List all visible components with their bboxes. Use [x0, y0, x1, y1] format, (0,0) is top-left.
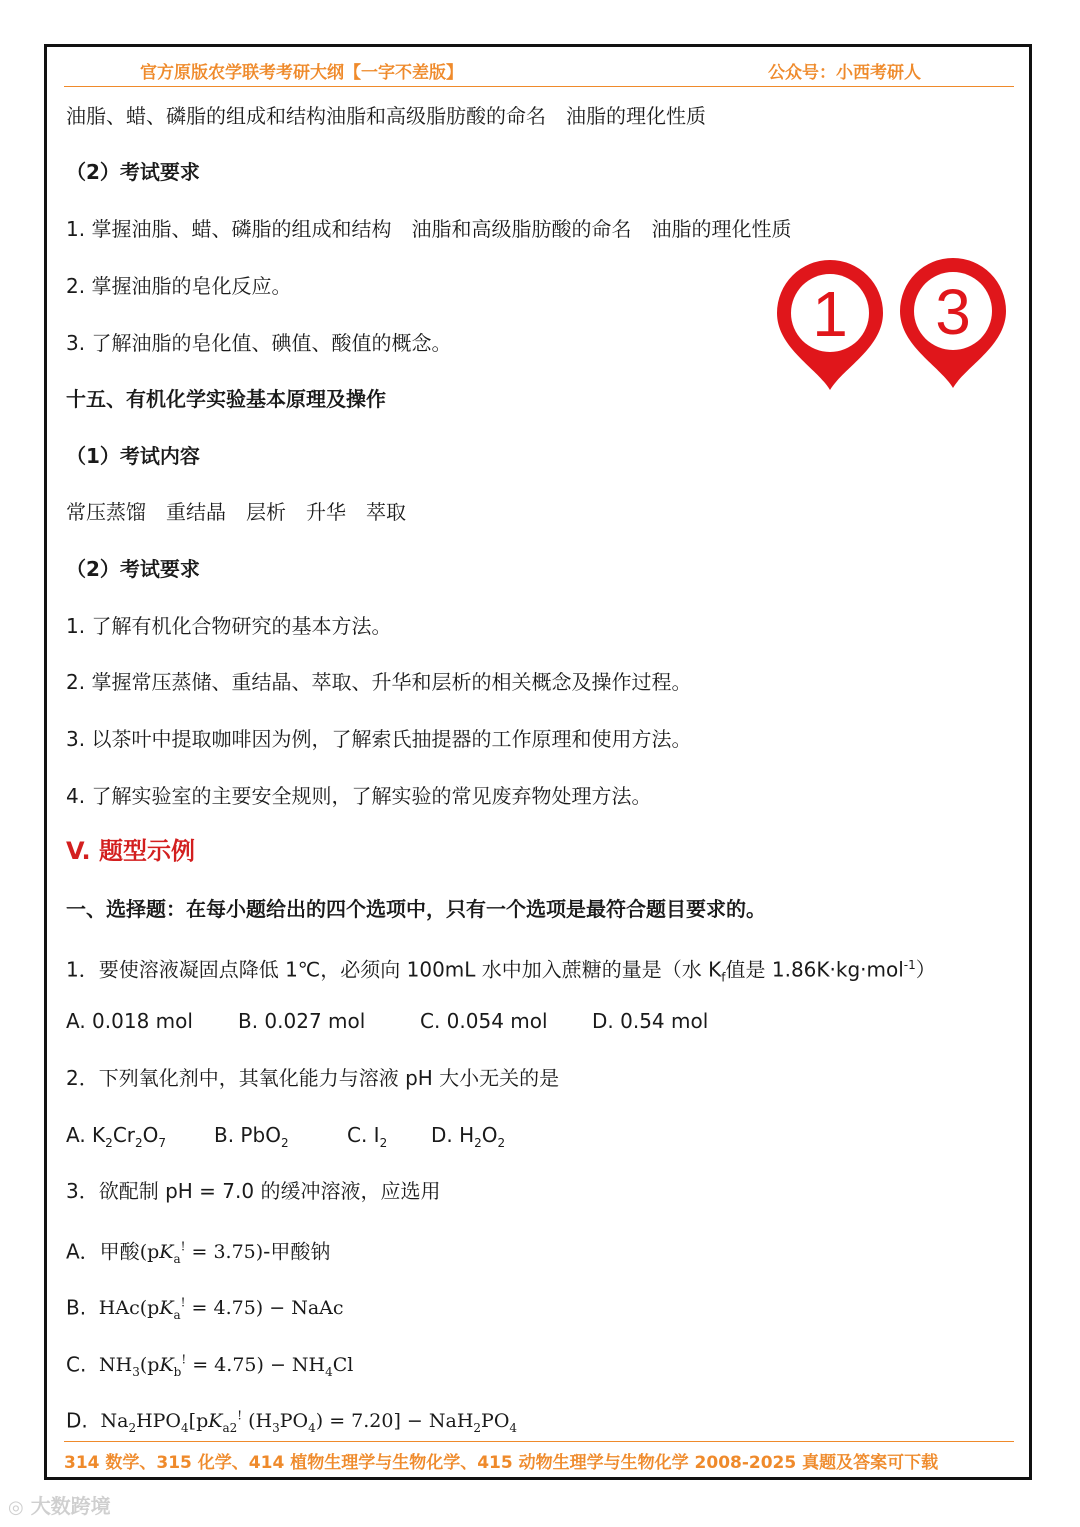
question-2: 2．下列氧化剂中，其氧化能力与溶液 pH 大小无关的是 [66, 1066, 560, 1090]
watermark-text: 大数跨境 [30, 1494, 111, 1518]
text-line: 4. 了解实验室的主要安全规则，了解实验的常见废弃物处理方法。 [66, 784, 652, 808]
pin-3-icon [898, 256, 1008, 390]
section-title-v: V. 题型示例 [66, 837, 195, 865]
header-rule [64, 86, 1014, 87]
question-2-options: A. $K_2Cr_2O_7$ B. PbO$_2$ C. $I_2$ D. $H_2O_2$ [66, 1123, 506, 1150]
pin-1-number: 1 [812, 278, 848, 350]
subheading: （2）考试要求 [66, 557, 200, 581]
text-line: 3. 以茶叶中提取咖啡因为例，了解索氏抽提器的工作原理和使用方法。 [66, 727, 692, 751]
footer-rule [64, 1441, 1014, 1442]
pin-3-number: 3 [935, 276, 971, 348]
text-line: 1. 掌握油脂、蜡、磷脂的组成和结构 油脂和高级脂肪酸的命名 油脂的理化性质 [66, 217, 792, 241]
question-1-options [66, 1007, 708, 1035]
option-b: B. 0.027 mol [238, 1009, 366, 1033]
text-line: 1. 了解有机化合物研究的基本方法。 [66, 614, 392, 638]
text-line: 2. 掌握常压蒸储、重结晶、萃取、升华和层析的相关概念及操作过程。 [66, 670, 692, 694]
question-3-option-b: B. $HAc(pK_a^! = 4.75)$ − NaAc [66, 1295, 344, 1323]
question-3-option-d: D. $Na_2HPO_4[pK_{a2}^!$ $(H_3PO_4) = 7.20] - NaH_2PO_4$ [66, 1408, 518, 1436]
pin-1-icon [775, 258, 885, 392]
question-type-heading: 一、选择题：在每小题给出的四个选项中，只有一个选项是最符合题目要求的。 [66, 897, 766, 921]
subheading: （1）考试内容 [66, 444, 200, 468]
subheading: （2）考试要求 [66, 160, 200, 184]
option-d: D. 0.54 mol [592, 1009, 709, 1033]
text-line: 油脂、蜡、磷脂的组成和结构油脂和高级脂肪酸的命名 油脂的理化性质 [66, 104, 706, 128]
footer-text: 314 数学、315 化学、414 植物生理学与生物化学、415 动物生理学与生物化学 2008-2025 真题及答案可下载 [64, 1453, 939, 1473]
text-line: 3. 了解油脂的皂化值、碘值、酸值的概念。 [66, 331, 452, 355]
question-3-option-a: A．甲酸$(pK_a^! = 3.75)-$甲酸钠 [66, 1239, 331, 1267]
question-3: 3．欲配制 pH = 7.0 的缓冲溶液，应选用 [66, 1179, 441, 1203]
option-c: C. 0.054 mol [420, 1009, 548, 1033]
text-line: 2. 掌握油脂的皂化反应。 [66, 274, 292, 298]
section-heading: 十五、有机化学实验基本原理及操作 [66, 387, 386, 411]
header-account: 公众号：小西考研人 [768, 63, 921, 83]
question-3-option-c: C. $NH_3(pK_b^! = 4.75) - NH_4Cl$ [66, 1352, 354, 1380]
text-line: 常压蒸馏 重结晶 层析 升华 萃取 [66, 500, 406, 524]
question-1: 1．要使溶液凝固点降低 1℃，必须向 100mL 水中加入蔗糖的量是（水 $K_f$值是 1.86K·kg·mol$^{-1}$） [66, 957, 936, 985]
option-a: A. 0.018 mol [66, 1009, 193, 1033]
header-title: 官方原版农学联考考研大纲【一字不差版】 [140, 63, 463, 83]
watermark-logo-icon: ◎ [8, 1497, 24, 1518]
watermark [8, 1490, 111, 1519]
